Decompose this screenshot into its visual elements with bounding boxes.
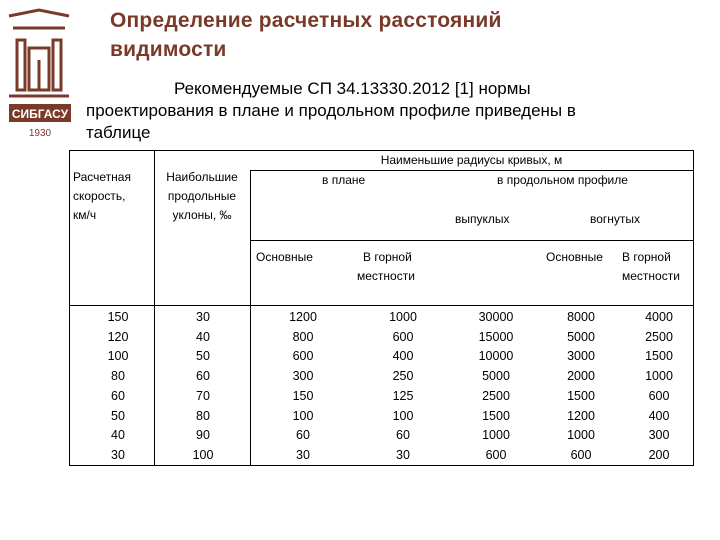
table-cell: 50 — [196, 349, 210, 364]
table-cell: 80 — [111, 369, 125, 384]
table-cell: 30 — [111, 447, 125, 462]
table-cell: 4000 — [645, 310, 673, 324]
table-cell: 1200 — [567, 408, 595, 423]
table-cell: 100 — [192, 447, 214, 462]
header-plan-basic: Основные — [256, 250, 313, 264]
table-cell: 150 — [292, 388, 314, 403]
table-cell: 30 — [396, 447, 410, 462]
col-slope — [183, 308, 223, 466]
table-cell: 40 — [196, 329, 210, 344]
table-cell: 60 — [196, 369, 210, 384]
table-cell: 600 — [485, 447, 507, 462]
col-convex — [466, 308, 526, 466]
header-radii: Наименьшие радиусы кривых, м — [380, 153, 563, 167]
table-cell: 300 — [648, 428, 670, 443]
table-cell: 2500 — [482, 388, 510, 403]
header-slope: Наибольшие продольные уклоны, ‰ — [166, 170, 238, 222]
table-cell: 250 — [392, 369, 414, 384]
table-cell: 150 — [107, 310, 129, 324]
table-cell: 1500 — [645, 349, 673, 364]
table-cell: 100 — [392, 408, 414, 423]
header-plan-mountain: В горной местности — [357, 250, 415, 283]
header-convex: выпуклых — [455, 212, 510, 226]
table-cell: 600 — [292, 349, 314, 364]
table-cell: 1500 — [482, 408, 510, 423]
col-concave-basic — [556, 308, 606, 466]
table-cell: 125 — [392, 388, 414, 403]
table-cell: 8000 — [567, 310, 595, 324]
table-cell: 800 — [292, 329, 314, 344]
table-cell: 70 — [196, 388, 210, 403]
table-cell: 300 — [292, 369, 314, 384]
table-cell: 80 — [196, 408, 210, 423]
header-speed: Расчетная скорость, км/ч — [73, 170, 131, 222]
table-cell: 90 — [196, 428, 210, 443]
table-cell: 1000 — [567, 428, 595, 443]
table-cell: 400 — [392, 349, 414, 364]
table-cell: 100 — [107, 349, 129, 364]
col-plan-mountain — [378, 308, 428, 466]
header-concave-mountain: В горной местности — [622, 250, 680, 283]
header-profile: в продольном профиле — [497, 173, 628, 187]
table-cell: 600 — [392, 329, 414, 344]
table-cell: 5000 — [567, 329, 595, 344]
col-speed — [98, 308, 138, 466]
table-cell: 1000 — [645, 369, 673, 384]
title-line-2: видимости — [110, 38, 227, 61]
table-cell: 120 — [107, 329, 129, 344]
header-concave-basic: Основные — [546, 250, 603, 264]
table-cell: 30000 — [478, 310, 514, 324]
table-cell: 600 — [648, 388, 670, 403]
table-cell: 30 — [196, 310, 210, 324]
table-cell: 400 — [648, 408, 670, 423]
table-cell: 1500 — [567, 388, 595, 403]
table-cell: 200 — [648, 447, 670, 462]
header-plan: в плане — [322, 173, 366, 187]
table-cell: 60 — [111, 388, 125, 403]
table-cell: 10000 — [478, 349, 514, 364]
table-cell: 600 — [570, 447, 592, 462]
table-cell: 40 — [111, 428, 125, 443]
title-line-1: Определение расчетных расстояний — [110, 9, 502, 32]
intro-line-3: таблице — [86, 123, 151, 142]
table-cell: 1000 — [482, 428, 510, 443]
table-cell: 5000 — [482, 369, 510, 384]
col-concave-mountain — [634, 308, 684, 466]
table-cell: 30 — [296, 447, 310, 462]
table-cell: 50 — [111, 408, 125, 423]
logo-caption: СИБГАСУ — [11, 107, 69, 121]
logo-year: 1930 — [28, 128, 52, 139]
intro-line-1: Рекомендуемые СП 34.13330.2012 [1] нормы — [174, 79, 531, 98]
table-cell: 15000 — [478, 329, 514, 344]
table-cell: 100 — [292, 408, 314, 423]
table-cell: 1000 — [389, 310, 417, 324]
table-cell: 3000 — [567, 349, 595, 364]
table-cell: 60 — [296, 428, 310, 443]
header-concave: вогнутых — [590, 212, 641, 226]
table-cell: 60 — [396, 428, 410, 443]
col-plan-basic — [278, 308, 328, 466]
table-cell: 1200 — [289, 310, 317, 324]
intro-line-2: проектирования в плане и продольном профиле приведены в — [86, 101, 576, 120]
table-cell: 2500 — [645, 329, 673, 344]
table-cell: 2000 — [567, 369, 595, 384]
